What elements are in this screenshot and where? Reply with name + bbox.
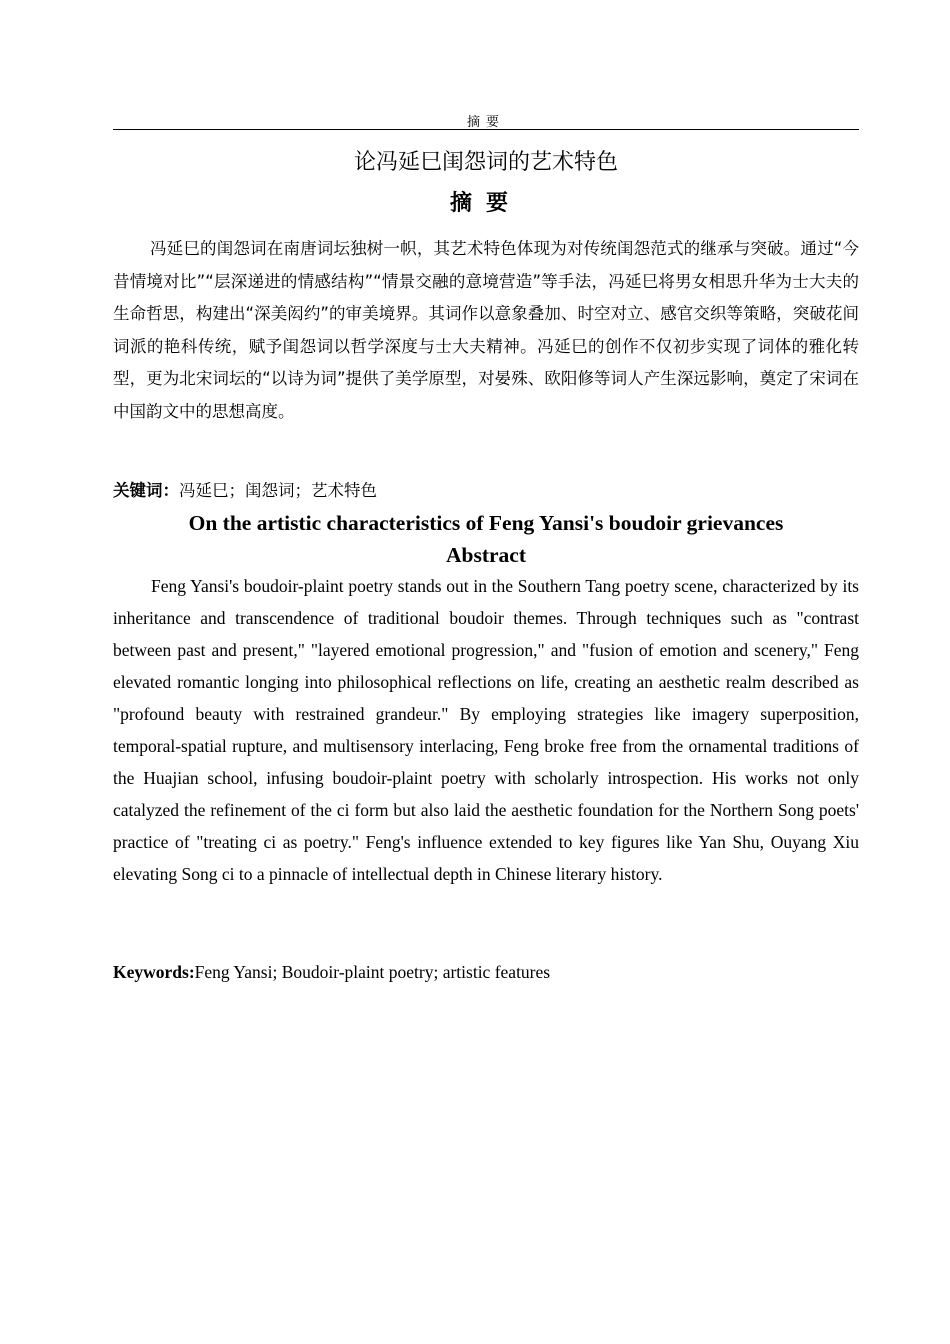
chinese-abstract-body: 冯延巳的闺怨词在南唐词坛独树一帜，其艺术特色体现为对传统闺怨范式的继承与突破。通过“今昔情境对比”“层深递进的情感结构”“情景交融的意境营造”等手法，冯延巳将男女相思升华为士大夫的生命哲思，构建出“深美闳约”的审美境界。其词作以意象叠加、时空对立、感官交织等策略，突破花间词派的艳科传统，赋予闺怨词以哲学深度与士大夫精神。冯延巳的创作不仅初步实现了词体的雅化转型，更为北宋词坛的“以诗为词”提供了美学原型，对晏殊、欧阳修等词人产生深远影响，奠定了宋词在中国韵文中的思想高度。: [113, 239, 859, 421]
chinese-keywords-label: 关键词：: [113, 481, 179, 500]
english-abstract-heading: Abstract: [445, 543, 526, 567]
running-header: 摘要: [466, 115, 505, 130]
english-abstract-body: Feng Yansi's boudoir-plaint poetry stands out in the Southern Tang poetry scene, characterized by its inheritance and transcendence of traditional boudoir themes. Through techniques such as "contrast between past and present," "layered emotional progression," and "fusion of emotion and scenery," Feng elevated romantic longing into philosophical reflections on life, creating an aesthetic realm described as "profound beauty with restrained grandeur." By employing strategies like imagery superposition, temporal-spatial rupture, and multisensory interlacing, Feng broke free from the ornamental traditions of the Huajian school, infusing boudoir-plaint poetry with scholarly introspection. His works not only catalyzed the refinement of the ci form but also laid the aesthetic foundation for the Northern Song poets' practice of "treating ci as poetry." Feng's influence extended to key figures like Yan Shu, Ouyang Xiu elevating Song ci to a pinnacle of intellectual depth in Chinese literary history.: [113, 576, 859, 884]
english-title-block: [113, 507, 859, 571]
english-keywords-label: Keywords:: [113, 962, 195, 982]
chinese-keywords: [113, 477, 859, 501]
chinese-keywords-value: 冯延巳；闺怨词；艺术特色: [179, 481, 377, 500]
chinese-abstract-heading: 摘要: [449, 191, 522, 216]
english-keywords: [113, 962, 859, 983]
english-keywords-value: Feng Yansi; Boudoir-plaint poetry; artistic features: [194, 962, 551, 982]
english-title: On the artistic characteristics of Feng Yansi's boudoir grievances: [188, 511, 784, 535]
chinese-title: 论冯延巳闺怨词的艺术特色: [353, 150, 618, 175]
header-rule: [113, 129, 859, 130]
